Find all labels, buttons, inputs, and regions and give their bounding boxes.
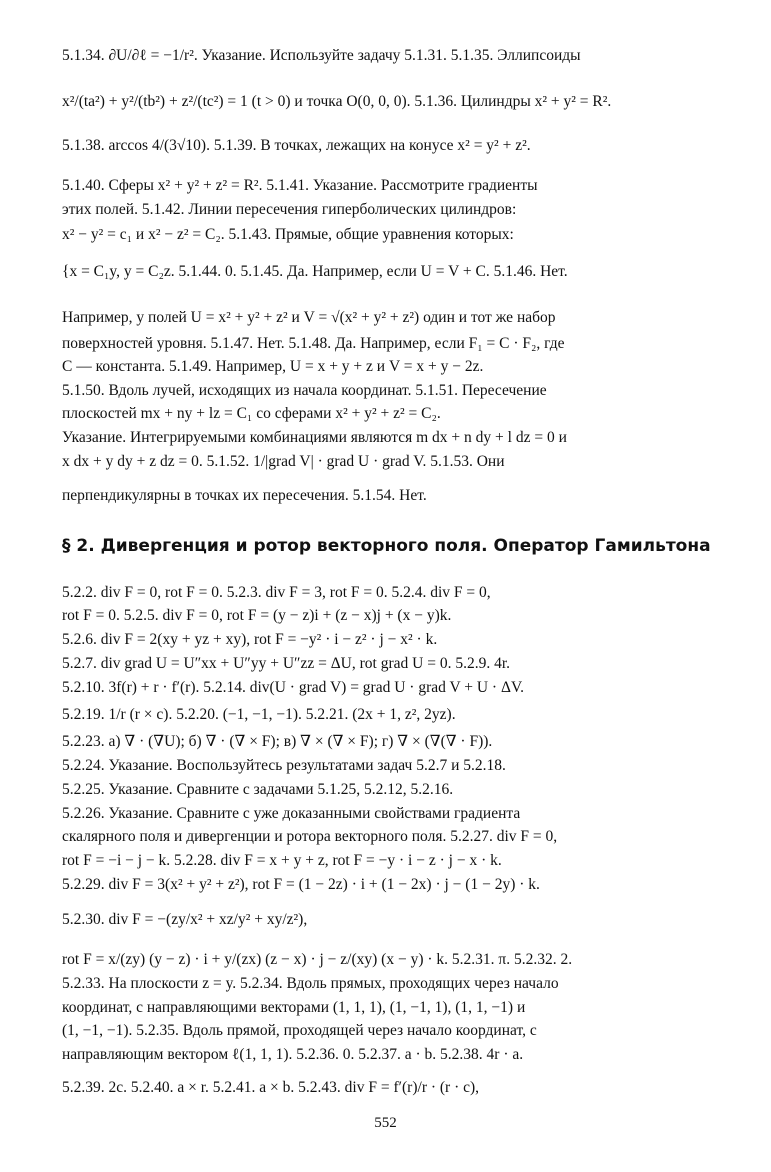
text-line: 5.2.26. Указание. Сравните с уже доказанными свойствами градиента — [62, 805, 521, 822]
text-line: 5.2.24. Указание. Воспользуйтесь результатами задач 5.2.7 и 5.2.18. — [62, 757, 506, 774]
text-line: направляющим вектором ℓ(1, 1, 1). 5.2.36. 0. 5.2.37. a · b. 5.2.38. 4r · a. — [62, 1046, 524, 1063]
text-line: скалярного поля и дивергенции и ротора векторного поля. 5.2.27. div F = 0, — [62, 828, 558, 845]
text-line: 5.2.23. а) ∇ · (∇U); б) ∇ · (∇ × F); в) ∇ × (∇ × F); г) ∇ × (∇(∇ · F)). — [62, 733, 493, 750]
text-line: 5.1.50. Вдоль лучей, исходящих из начала координат. 5.1.51. Пересечение — [62, 382, 547, 399]
text-line: Например, у полей U = x² + y² + z² и V = √(x² + y² + z²) один и тот же набор — [62, 309, 556, 326]
text-line: 5.2.2. div F = 0, rot F = 0. 5.2.3. div F = 3, rot F = 0. 5.2.4. div F = 0, — [62, 584, 491, 601]
text-line: 5.2.30. div F = −(zy/x² + xz/y² + xy/z²), — [62, 911, 308, 928]
text-line: этих полей. 5.1.42. Линии пересечения гиперболических цилиндров: — [62, 201, 517, 218]
text-line: 5.2.10. 3f(r) + r · f′(r). 5.2.14. div(U · grad V) = grad U · grad V + U · ΔV. — [62, 679, 525, 696]
text-line: C — константа. 5.1.49. Например, U = x + y + z и V = x + y − 2z. — [62, 358, 484, 375]
text-line: 5.2.29. div F = 3(x² + y² + z²), rot F = (1 − 2z) · i + (1 − 2x) · j − (1 − 2y) · k. — [62, 876, 540, 893]
text-line: координат, с направляющими векторами (1, 1, 1), (1, −1, 1), (1, 1, −1) и — [62, 999, 526, 1016]
text-line: 5.2.6. div F = 2(xy + yz + xy), rot F = −y² · i − z² · j − x² · k. — [62, 631, 438, 648]
text-line: (1, −1, −1). 5.2.35. Вдоль прямой, проходящей через начало координат, с — [62, 1022, 537, 1039]
text-line: поверхностей уровня. 5.1.47. Нет. 5.1.48. Да. Например, если F₁ = C · F₂, где — [62, 335, 565, 352]
text-line: {x = C₁y, y = C₂z. 5.1.44. 0. 5.1.45. Да. Например, если U = V + C. 5.1.46. Нет. — [62, 263, 568, 280]
text-line: 5.1.38. arccos 4/(3√10). 5.1.39. В точках, лежащих на конусе x² = y² + z². — [62, 137, 531, 154]
text-line: 5.2.7. div grad U = U″xx + U″yy + U″zz = ΔU, rot grad U = 0. 5.2.9. 4r. — [62, 655, 511, 672]
text-line: rot F = −i − j − k. 5.2.28. div F = x + y + z, rot F = −y · i − z · j − x · k. — [62, 852, 502, 869]
text-line: перпендикулярны в точках их пересечения. 5.1.54. Нет. — [62, 487, 427, 504]
page-number: 552 — [374, 1115, 397, 1131]
section-heading: § 2. Дивергенция и ротор векторного поля. Оператор Гамильтона — [62, 536, 711, 556]
text-line: x dx + y dy + z dz = 0. 5.1.52. 1/|grad V| · grad U · grad V. 5.1.53. Они — [62, 453, 505, 470]
text-line: плоскостей mx + ny + lz = C₁ со сферами x² + y² + z² = C₂. — [62, 405, 441, 422]
text-line: rot F = 0. 5.2.5. div F = 0, rot F = (y − z)i + (z − x)j + (x − y)k. — [62, 607, 452, 624]
text-line: 5.1.34. ∂U/∂ℓ = −1/r². Указание. Используйте задачу 5.1.31. 5.1.35. Эллипсоиды — [62, 47, 581, 64]
text-line: Указание. Интегрируемыми комбинациями являются m dx + n dy + l dz = 0 и — [62, 429, 567, 446]
text-line: x²/(ta²) + y²/(tb²) + z²/(tc²) = 1 (t > 0) и точка O(0, 0, 0). 5.1.36. Цилиндры x² + y² = R². — [62, 93, 612, 110]
text-line: 5.1.40. Сферы x² + y² + z² = R². 5.1.41. Указание. Рассмотрите градиенты — [62, 177, 538, 194]
text-line: 5.2.33. На плоскости z = y. 5.2.34. Вдоль прямых, проходящих через начало — [62, 975, 559, 992]
text-line: 5.2.25. Указание. Сравните с задачами 5.1.25, 5.2.12, 5.2.16. — [62, 781, 454, 798]
text-line: 5.2.39. 2c. 5.2.40. a × r. 5.2.41. a × b. 5.2.43. div F = f′(r)/r · (r · c), — [62, 1079, 480, 1096]
text-line: 5.2.19. 1/r (r × c). 5.2.20. (−1, −1, −1). 5.2.21. (2x + 1, z², 2yz). — [62, 706, 456, 723]
text-line: x² − y² = c₁ и x² − z² = C₂. 5.1.43. Прямые, общие уравнения которых: — [62, 226, 514, 243]
text-line: rot F = x/(zy) (y − z) · i + y/(zx) (z − x) · j − z/(xy) (x − y) · k. 5.2.31. π. 5.2.32. 2. — [62, 951, 573, 968]
